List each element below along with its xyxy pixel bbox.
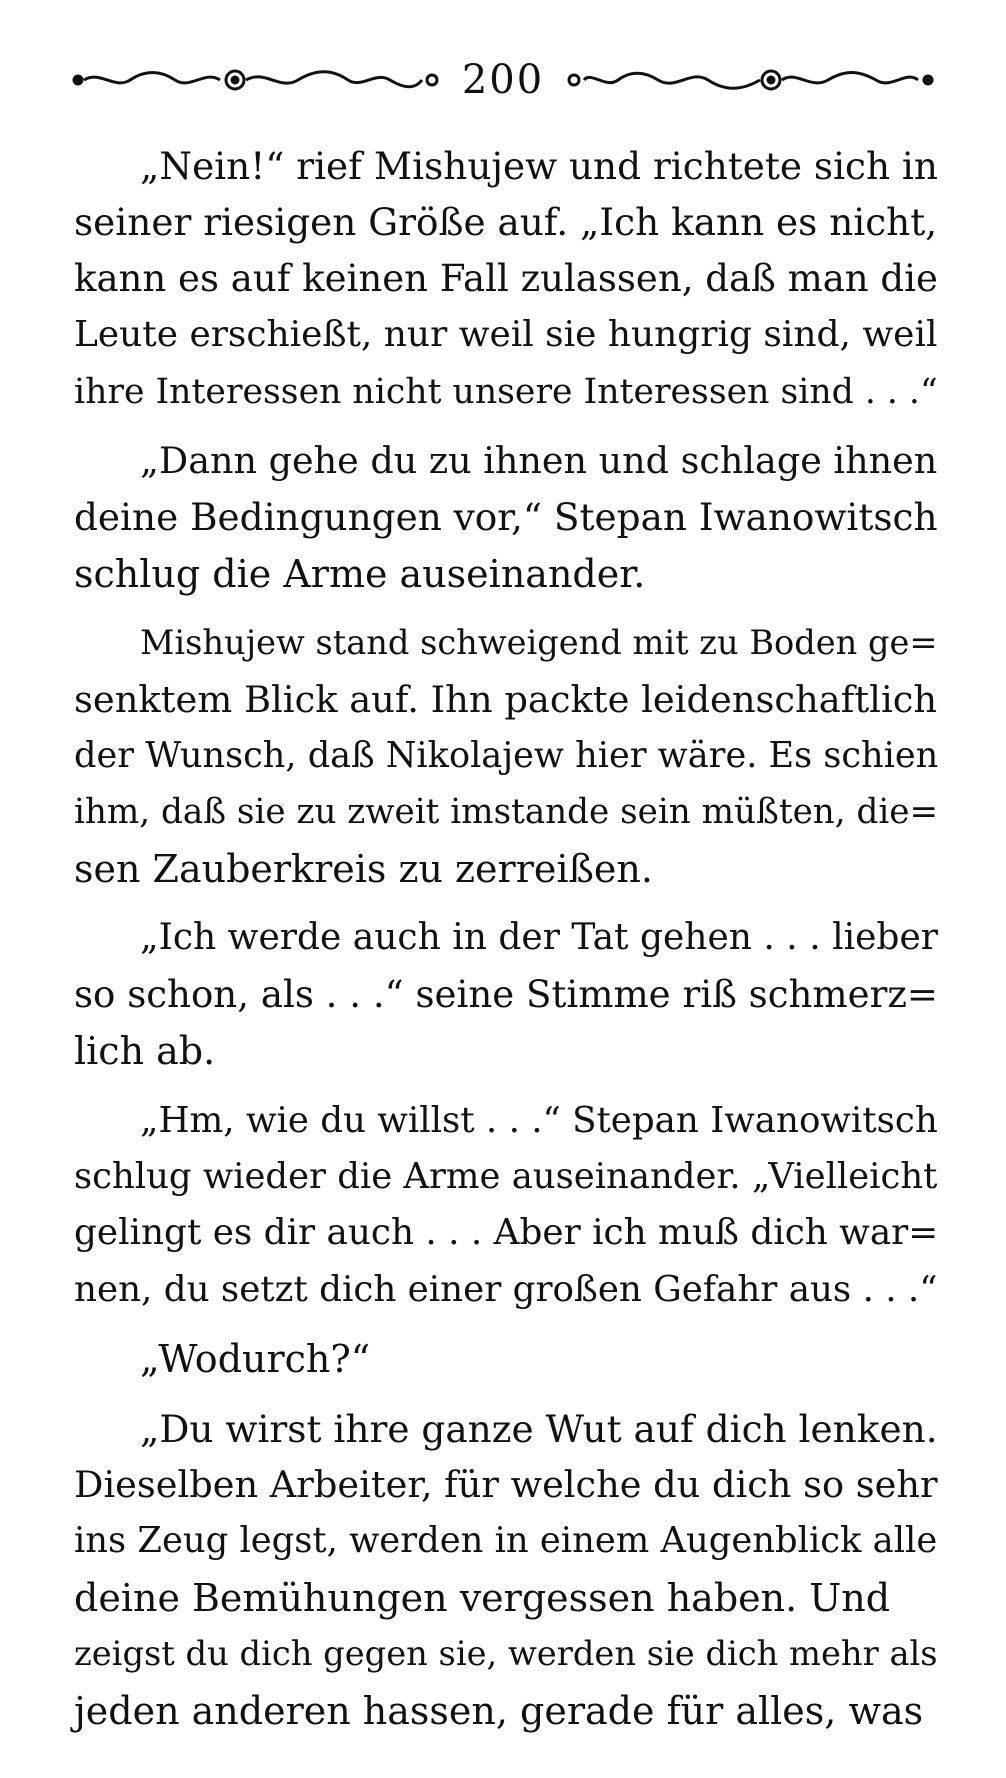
text-line: deine Bedingungen vor,“ Stepan Iwanowitsch bbox=[74, 495, 938, 540]
text-line: ihre Interessen nicht unsere Interessen sind . . .“ bbox=[74, 371, 938, 412]
text-line: ins Zeug legst, werden in einem Augenblick alle bbox=[74, 1520, 938, 1562]
left-ornament-icon bbox=[70, 65, 440, 95]
text-line: „Nein!“ rief Mishujew und richtete sich in bbox=[140, 144, 938, 188]
text-line: senktem Blick auf. Ihn packte leidenschaftlich bbox=[74, 677, 938, 721]
text-line: lich ab. bbox=[74, 1029, 216, 1074]
paragraph bbox=[74, 433, 938, 602]
paragraph bbox=[74, 1093, 938, 1319]
text-line: ihm, daß sie zu zweit imstande sein müßten, die= bbox=[74, 792, 939, 833]
text-line: Dieselben Arbeiter, für welche du dich so sehr bbox=[74, 1462, 938, 1506]
paragraph bbox=[74, 615, 938, 897]
text-line: „Du wirst ihre ganze Wut auf dich lenken. bbox=[140, 1406, 938, 1451]
paragraph bbox=[74, 138, 938, 420]
text-line: zeigst du dich gegen sie, werden sie dich mehr als bbox=[74, 1634, 938, 1674]
text-line: nen, du setzt dich einer großen Gefahr aus . . .“ bbox=[74, 1268, 938, 1310]
paragraph bbox=[74, 1331, 938, 1387]
page-number: 200 bbox=[461, 57, 545, 103]
text-line: gelingt es dir auch . . . Aber ich muß dich war= bbox=[74, 1212, 939, 1254]
text-line: sen Zauberkreis zu zerreißen. bbox=[74, 846, 653, 891]
text-line: schlug wieder die Arme auseinander. „Vielleicht bbox=[74, 1155, 938, 1197]
text-line: „Wodurch?“ bbox=[140, 1337, 371, 1382]
page-header bbox=[70, 50, 936, 110]
text-line: jeden anderen hassen, gerade für alles, was bbox=[74, 1688, 924, 1733]
text-line: kann es auf keinen Fall zulassen, daß man die bbox=[74, 256, 938, 300]
right-ornament-icon bbox=[566, 65, 936, 95]
text-line: der Wunsch, daß Nikolajew hier wäre. Es schien bbox=[74, 735, 939, 777]
paragraph bbox=[74, 1401, 938, 1739]
text-line: seiner riesigen Größe auf. „Ich kann es nicht, bbox=[74, 200, 938, 245]
body-text bbox=[74, 138, 938, 1752]
text-line: Mishujew stand schweigend mit zu Boden ge= bbox=[140, 623, 938, 663]
text-line: schlug die Arme auseinander. bbox=[74, 551, 646, 596]
paragraph bbox=[74, 910, 938, 1079]
text-line: „Ich werde auch in der Tat gehen . . . lieber bbox=[140, 917, 938, 959]
text-line: deine Bemühungen vergessen haben. Und bbox=[74, 1575, 891, 1620]
text-line: Leute erschießt, nur weil sie hungrig sind, weil bbox=[74, 314, 938, 356]
text-line: „Hm, wie du willst . . .“ Stepan Iwanowitsch bbox=[140, 1099, 938, 1141]
text-line: „Dann gehe du zu ihnen und schlage ihnen bbox=[140, 439, 938, 483]
text-line: so schon, als . . .“ seine Stimme riß schmerz= bbox=[74, 972, 939, 1016]
